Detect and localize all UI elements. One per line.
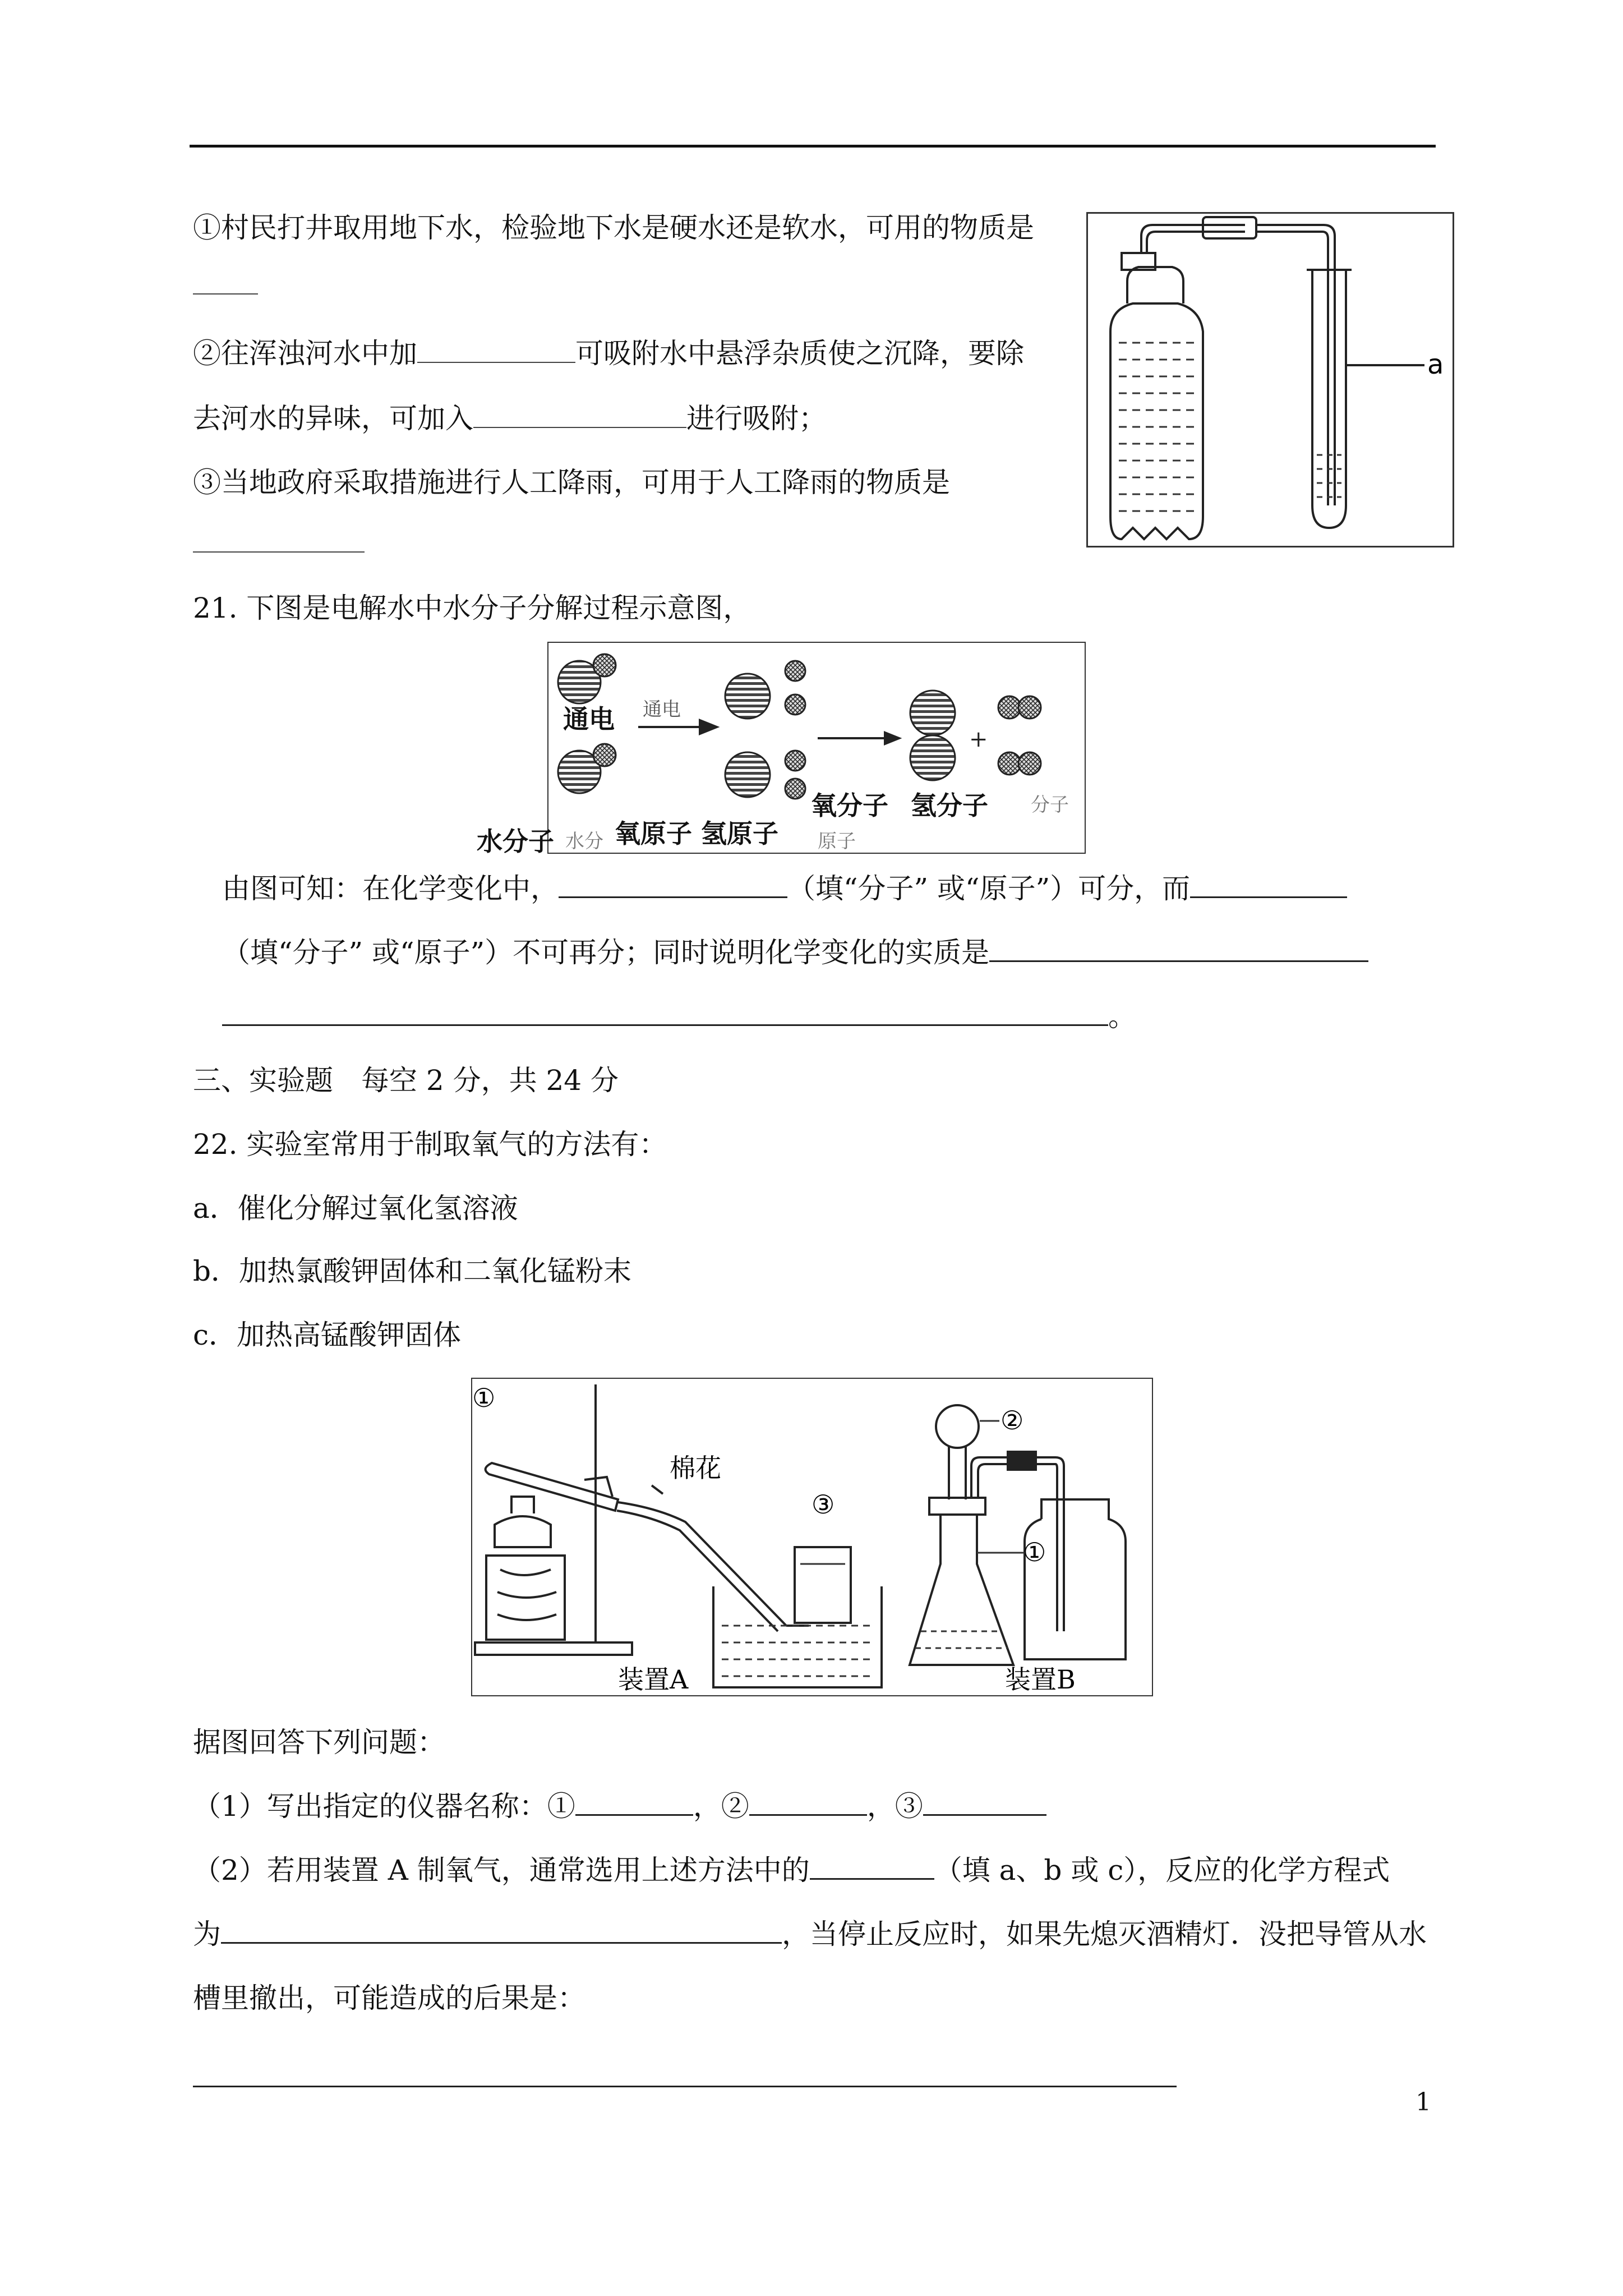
answer-blank[interactable] <box>1190 872 1347 898</box>
oxygen-molecule-label: 氧分子 <box>811 790 888 821</box>
printed-atom-label: 原子 <box>818 830 856 853</box>
answer-blank[interactable] <box>193 269 258 295</box>
q21-line-1-text-a: 由图可知：在化学变化中， <box>222 872 559 905</box>
printed-water-label: 水分 <box>565 830 603 853</box>
figure-label-a: a <box>1427 349 1444 380</box>
arrow-label-printed: 通电 <box>643 698 681 721</box>
q22-part-1-text-b: ，② <box>693 1790 749 1823</box>
label-apparatus-b: 装置B <box>1005 1664 1076 1695</box>
oxygen-atom-label: 氧原子 <box>615 818 692 849</box>
apparatus-figure <box>471 1378 1153 1696</box>
q22-part-2-text-a: （2）若用装置 A 制氧气，通常选用上述方法中的 <box>193 1854 810 1887</box>
q22-prompt: 据图回答下列问题： <box>193 1726 445 1759</box>
answer-blank[interactable] <box>989 936 1368 962</box>
label-apparatus-a: 装置A <box>618 1664 689 1695</box>
answer-blank[interactable] <box>193 527 365 553</box>
q21-line-2 <box>222 936 1368 969</box>
answer-blank[interactable] <box>575 1789 693 1816</box>
label-1-right: ① <box>1023 1537 1046 1567</box>
hydrogen-molecule-label: 氢分子 <box>911 790 988 821</box>
q20-line-3 <box>193 402 827 435</box>
answer-blank[interactable] <box>473 402 686 428</box>
q22-option-c: c．加热高锰酸钾固体 <box>193 1319 462 1351</box>
answer-blank[interactable] <box>810 1853 934 1880</box>
water-molecule-label: 水分子 <box>477 826 554 857</box>
q22-title: 22. 实验室常用于制取氧气的方法有： <box>193 1128 667 1161</box>
q22-part-1-text-c: ，③ <box>866 1790 923 1823</box>
q20-line-3-text-b: 进行吸附； <box>686 402 827 435</box>
q20-blank-1-row <box>193 268 258 302</box>
printed-molecule-label: 分子 <box>1031 794 1069 816</box>
q22-option-a: a．催化分解过氧化氢溶液 <box>193 1192 518 1225</box>
hydrogen-atom-label: 氢原子 <box>701 818 778 849</box>
q21-title: 21. 下图是电解水中水分子分解过程示意图， <box>193 592 751 624</box>
plus-sign: + <box>969 726 988 752</box>
label-1-left: ① <box>472 1383 496 1413</box>
answer-blank[interactable] <box>222 1000 1108 1026</box>
q20-line-2-text-b: 可吸附水中悬浮杂质使之沉降，要除 <box>575 337 1024 370</box>
q21-line-2-text: （填“分子” 或“原子”）不可再分；同时说明化学变化的实质是 <box>222 936 990 969</box>
q22-option-b: b．加热氯酸钾固体和二氧化锰粉末 <box>193 1255 632 1287</box>
q21-line-1-text-b: （填“分子” 或“原子”）可分，而 <box>787 872 1191 905</box>
q20-line-4: ③当地政府采取措施进行人工降雨，可用于人工降雨的物质是 <box>193 466 950 499</box>
apparatus-drawing <box>472 1379 1152 1695</box>
q22-part-4: 槽里撤出，可能造成的后果是： <box>193 1982 585 2014</box>
bottle-testtube-drawing <box>1088 214 1453 546</box>
q22-part-1-text-a: （1）写出指定的仪器名称：① <box>193 1790 575 1823</box>
q20-line-1: ①村民打井取用地下水，检验地下水是硬水还是软水，可用的物质是 <box>193 211 1034 244</box>
answer-blank[interactable] <box>923 1789 1046 1816</box>
electrify-label: 通电 <box>563 704 615 734</box>
bottle-testtube-figure <box>1086 212 1454 547</box>
q20-blank-row <box>193 526 365 560</box>
answer-blank[interactable] <box>749 1789 867 1816</box>
answer-blank[interactable] <box>559 872 787 898</box>
q20-line-2 <box>193 337 1024 370</box>
q22-part-3 <box>193 1917 1427 1951</box>
q22-part-3-text-b: ，当停止反应时，如果先熄灭酒精灯．没把导管从水 <box>782 1918 1427 1950</box>
section-3-heading: 三、实验题 每空 2 分，共 24 分 <box>193 1064 619 1097</box>
q22-part-2-text-b: （填 a、b 或 c），反应的化学方程式 <box>934 1854 1390 1887</box>
label-3: ③ <box>811 1489 835 1520</box>
header-rule <box>190 145 1436 148</box>
answer-blank[interactable] <box>221 1917 782 1944</box>
label-2: ② <box>1000 1405 1024 1435</box>
q21-line-3-end: 。 <box>1108 1000 1136 1033</box>
q21-line-1 <box>222 872 1347 905</box>
q22-part-3-text-a: 为 <box>193 1918 221 1950</box>
answer-line[interactable] <box>193 2086 1177 2087</box>
q20-line-2-text-a: ②往浑浊河水中加 <box>193 337 417 370</box>
q21-line-3 <box>222 1000 1136 1033</box>
q22-part-1 <box>193 1789 1046 1823</box>
q22-part-2 <box>193 1853 1390 1887</box>
label-cotton: 棉花 <box>670 1453 721 1483</box>
answer-blank[interactable] <box>417 337 575 363</box>
q20-line-3-text-a: 去河水的异味，可加入 <box>193 402 473 435</box>
page-number: 1 <box>1415 2088 1431 2116</box>
